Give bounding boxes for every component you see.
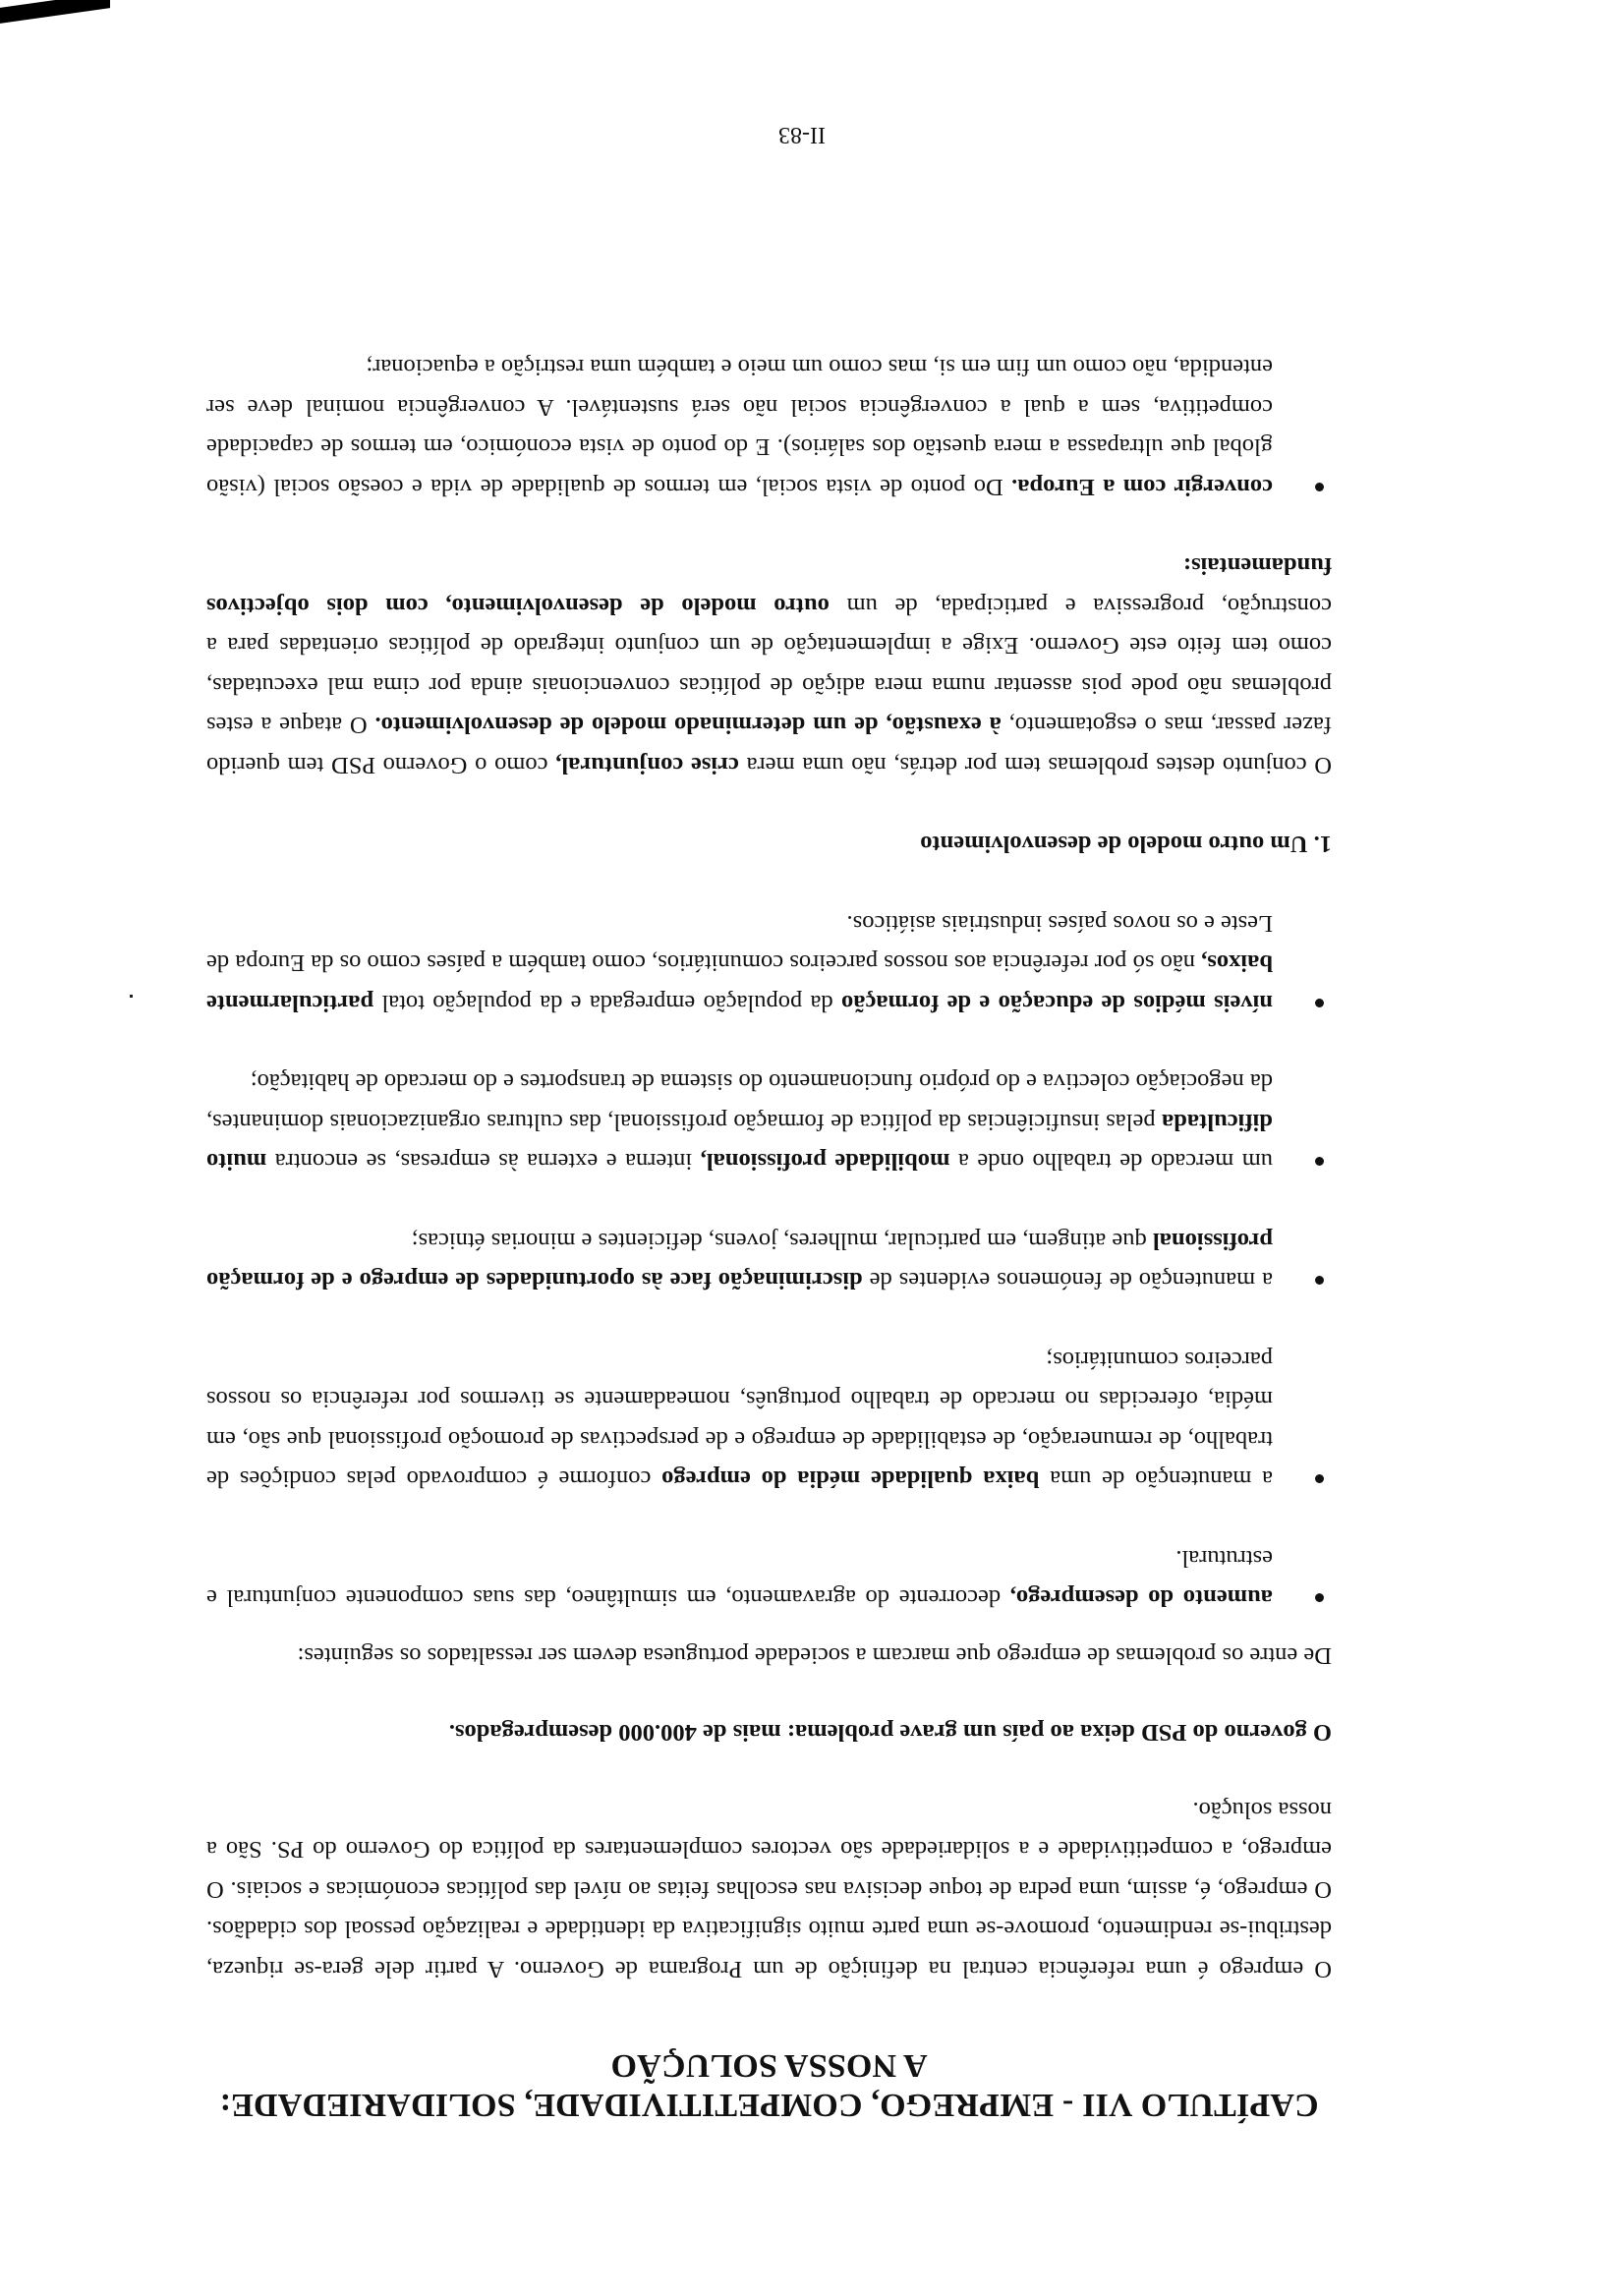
body-text: conforme é comprovado pelas condições de trabalho, de remuneração, de estabilidade de emprego e de perspectivas de promoção profissional que são, em média, oferecidas no mercado de trabalho português, nomeadamente se tivermos por referência os nossos parceiros comunitários; <box>205 1347 1273 1493</box>
chapter-title-line-1: CAPÍTULO VII - EMPREGO, COMPETITIVIDADE, SOLIDARIEDADE: <box>219 2087 1319 2123</box>
bullet-icon <box>1315 483 1324 491</box>
bold-text: mobilidade profissional, <box>700 1148 950 1176</box>
list-item <box>206 1538 1332 1618</box>
bold-text: particularmente baixos, <box>206 949 1273 1016</box>
section-1-title: 1. Um outro modelo de desenvolvimento <box>920 831 1332 858</box>
problems-lead-paragraph: De entre os problemas de emprego que marcam a sociedade portuguesa devem ser ressaltados os seguintes: <box>297 1642 1332 1669</box>
body-text: pelas insuficiências da política de formação profissional, das culturas organizacionais dominantes, da negociação colectiva e do próprio funcionamento do sistema de transportes e do mercado de habitação; <box>206 1068 1273 1135</box>
bold-text: discriminação face às oportunidades de emprego e de formação profissional <box>206 1228 1273 1294</box>
list-item <box>206 1062 1332 1181</box>
body-text: como o Governo PSD tem querido fazer passar, mas o esgotamento, <box>206 712 1332 778</box>
bold-text: níveis médios de educação e de formação <box>840 990 1273 1016</box>
body-text: não só por referência aos nossos parceiros comunitários, como também a países como os da Europa de Leste e os novos países industriais asiáticos. <box>206 910 1273 977</box>
bullet-icon <box>1315 1475 1324 1484</box>
body-text: O conjunto destes problemas tem por detrás, não uma mera <box>738 752 1332 778</box>
list-item <box>206 1221 1332 1300</box>
chapter-title-line-2: A NOSSA SOLUÇÃO <box>610 2047 928 2084</box>
scan-speck <box>130 995 133 998</box>
body-text: a manutenção de uma <box>1039 1465 1273 1493</box>
bold-text: crise conjuntural, <box>555 752 739 778</box>
body-text: a manutenção de fenómenos evidentes de <box>862 1267 1273 1294</box>
bold-text: baixa qualidade média do emprego <box>661 1465 1040 1493</box>
bold-text: aumento do desemprego, <box>1009 1584 1273 1612</box>
page-content <box>206 308 1332 2124</box>
body-text: decorrente do agravamento, em simultâneo, das suas componente conjuntural e estrutural. <box>206 1545 1273 1612</box>
body-text: um mercado de trabalho onde a <box>949 1148 1273 1176</box>
section-1-paragraph <box>206 545 1332 784</box>
body-text: que atingem, em particular, mulheres, jovens, deficientes e minorias étnicas; <box>411 1228 1153 1254</box>
objectives-list <box>206 347 1332 506</box>
body-text: O ataque a estes problemas não pode pois assentar numa mera adição de políticas convencionais ainda por cima mal executadas, como tem feito este Governo. Exige a implementação de um conjunto integrado de políticas orientadas para a construção, progressiva e participada, de um <box>206 593 1332 739</box>
bullet-icon <box>1315 1277 1324 1286</box>
list-item <box>206 347 1332 506</box>
list-item <box>206 1340 1332 1499</box>
problems-list <box>206 903 1332 1618</box>
body-text: da população empregada e da população total <box>373 990 841 1016</box>
bullet-icon <box>1315 1594 1324 1603</box>
bold-text: à exaustão, de um determinado modelo de desenvolvimento. <box>374 712 1002 739</box>
body-text: Do ponto de vista social, em termos de qualidade de vida e coesão social (visão global que ultrapassa a mera questão dos salários). E do ponto de vista económico, em termos de capacidade competitiva, sem a qual a convergência social não será sustentável. A convergência nominal deve ser entendida, não como um fim em si, mas como um meio e também uma restrição a equacionar; <box>205 354 1273 500</box>
bold-text: muito dificultada <box>205 1109 1273 1176</box>
bold-text: outro modelo de desenvolvimento, com dois objectivos fundamentais: <box>205 552 1332 619</box>
bold-text: convergir com a Europa. <box>1011 474 1273 500</box>
bullet-icon <box>1315 1158 1324 1167</box>
list-item <box>206 903 1332 1023</box>
bullet-icon <box>1315 999 1324 1007</box>
intro-paragraph: O emprego é uma referência central na definição de um Programa de Governo. A partir dele gera-se riqueza, destribui-se rendimento, promove-se uma parte muito significativa da identidade e realização pessoal dos cidadãos. O emprego, é, assim, uma pedra de toque decisiva nas escolhas feitas ao nível das políticas económicas e sociais. O emprego, a competitividade e a solidariedade são vectores complementares da política do Governo do PS. São a nossa solução. <box>206 1797 1332 1982</box>
scan-edge-mark <box>0 0 110 24</box>
psd-problem-heading: O governo do PSD deixa ao país um grave problema: mais de 400.000 desempregados. <box>448 1719 1332 1747</box>
body-text: interna e externa às empresas, se encontra <box>266 1148 701 1176</box>
chapter-title <box>206 2045 1332 2124</box>
page-number: II-83 <box>778 122 826 147</box>
